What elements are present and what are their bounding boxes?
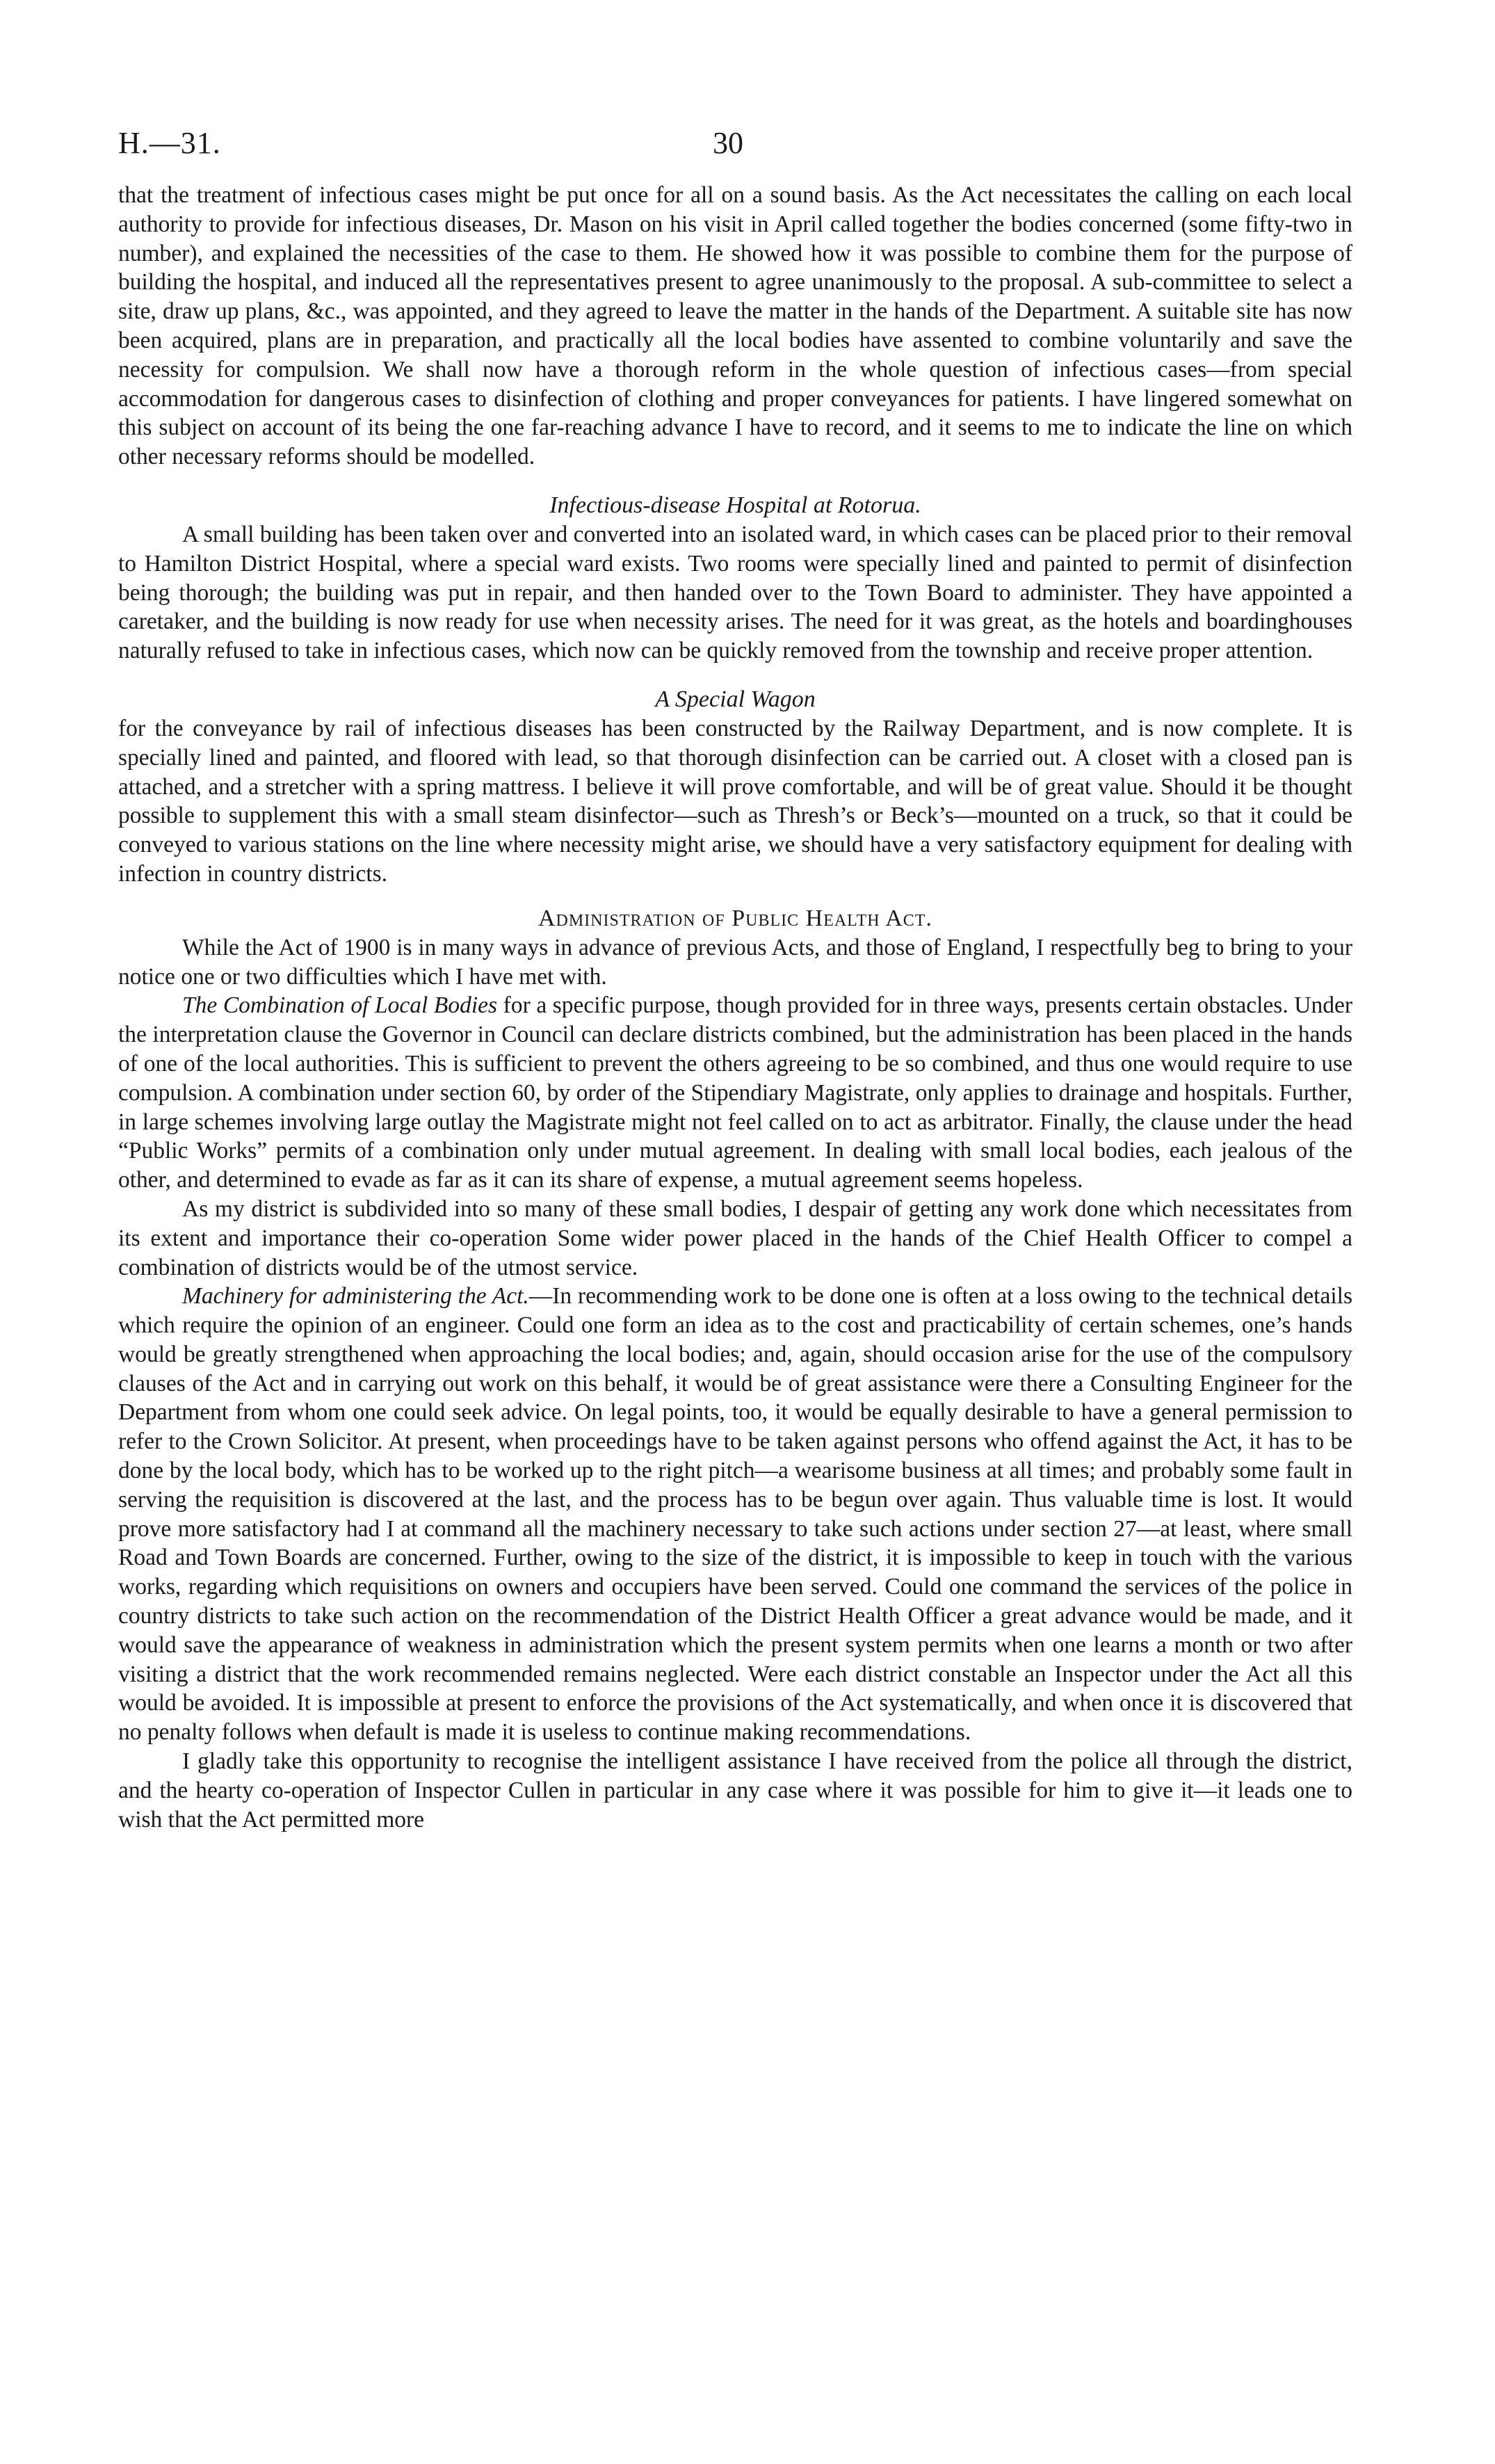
paragraph-text-machinery: —In recommending work to be done one is often at a loss owing to the technical details which require the opinion of an engineer. Could one form an idea as to the cost and practicability of certain schemes, one’s hands would be greatly strengthened when approaching the local bodies; and, again, should occasion arise for the use of the compulsory clauses of the Act and in carrying out work on this behalf, it would be of great assistance were there a Consulting Engineer for the Department from whom one could seek advice. On legal points, too, it would be equally desirable to have a general permission to refer to the Crown Solicitor. At present, when proceedings have to be taken against persons who offend against the Act, it has to be done by the local body, which has to be worked up to the right pitch—a wearisome business at all times; and probably some fault in serving the requisition is discovered at the last, and the process has to be begun over again. Thus valuable time is lost. It would prove more satisfactory had I at command all the machinery necessary to take such actions under section 27—at least, where small Road and Town Boards are concerned. Further, owing to the size of the district, it is impossible to keep in touch with the various works, regarding which requisitions on owners and occupiers have been served. Could one command the services of the police in country districts to take such action on the recommendation of the District Health Officer a great advance would be made, and it would save the appearance of weakness in administration which the present system permits when one learns a month or two after visiting a district that the work recommended remains neglected. Were each district constable an Inspector under the Act all this would be avoided. It is impossible at present to enforce the provisions of the Act systematically, and when once it is discovered that no penalty follows when default is made it is useless to continue making recommendations.	[118, 1283, 1352, 1746]
body-text	[118, 181, 1352, 1834]
paragraph-act-1900: While the Act of 1900 is in many ways in advance of previous Acts, and those of England, I respectfully beg to bring to your notice one or two difficulties which I have met with.	[118, 934, 1352, 990]
paragraph-combination-local-bodies	[118, 991, 1352, 1195]
section-heading-special-wagon: A Special Wagon	[655, 686, 816, 712]
paragraph-text-combination: for a specific purpose, though provided for in three ways, presents certain obstacles. Under the interpretation clause the Governor in Council can declare districts combined, but the administration has been placed in the hands of one of the local authorities. This is sufficient to prevent the others agreeing to be so combined, and thus one would require to use compulsion. A combination under section 60, by order of the Stipendiary Magistrate, only applies to drainage and hospitals. Further, in large schemes involving large outlay the Magistrate might not feel called on to act as arbitrator. Finally, the clause under the head “Public Works” permits of a combination only under mutual agreement. In dealing with small local bodies, each jealous of the other, and determined to evade as far as it can its share of expense, a mutual agreement seems hopeless.	[118, 992, 1353, 1193]
paragraph-rotorua-hospital: A small building has been taken over and converted into an isolated ward, in which cases can be placed prior to their removal to Hamilton District Hospital, where a special ward exists. Two rooms were specially lined and painted to permit of disinfection being thorough; the building was put in repair, and then handed over to the Town Board to administer. They have appointed a caretaker, and the building is now ready for use when necessity arises. The need for it was great, as the hotels and boardinghouses naturally refused to take in infectious cases, which now can be quickly removed from the township and receive proper attention.	[118, 521, 1352, 664]
paragraph-lead-combination: The Combination of Local Bodies	[182, 992, 498, 1019]
paragraph-subdivided-district: As my district is subdivided into so many of these small bodies, I despair of getting any work done which necessitates from its extent and importance their co-operation Some wider power placed in the hands of the Chief Health Officer to compel a combination of districts would be of the utmost service.	[118, 1195, 1352, 1280]
paragraph-machinery	[118, 1282, 1352, 1747]
section-heading-administration: Administration of Public Health Act.	[538, 905, 932, 931]
document-page	[118, 118, 1352, 1834]
paragraph-continuation: that the treatment of infectious cases might be put once for all on a sound basis. As the Act necessitates the calling on each local authority to provide for infectious diseases, Dr. Mason on his visit in April called together the bodies concerned (some fifty-two in number), and explained the necessities of the case to them. He showed how it was possible to combine them for the purpose of building the hospital, and induced all the representatives present to agree unanimously to the proposal. A sub-committee to select a site, draw up plans, &c., was appointed, and they agreed to leave the matter in the hands of the Department. A suitable site has now been acquired, plans are in preparation, and practically all the local bodies have assented to combine voluntarily and save the necessity for compulsion. We shall now have a thorough reform in the whole question of infectious cases—from special accommodation for dangerous cases to disinfection of clothing and proper conveyances for patients. I have lingered somewhat on this subject on account of its being the one far-reaching advance I have to record, and it seems to me to indicate the line on which other necessary reforms should be modelled.	[118, 182, 1352, 470]
page-header	[118, 118, 1352, 181]
paragraph-lead-machinery: Machinery for administering the Act.	[182, 1283, 529, 1310]
paragraph-special-wagon: for the conveyance by rail of infectious diseases has been constructed by the Railway Department, and is now complete. It is specially lined and painted, and floored with lead, so that thorough disinfection can be carried out. A closet with a closed pan is attached, and a stretcher with a spring mattress. I believe it will prove comfortable, and will be of great value. Should it be thought possible to supplement this with a small steam disinfector—such as Thresh’s or Beck’s—mounted on a truck, so that it could be conveyed to various stations on the line where necessity might arise, we should have a very satisfactory equipment for dealing with infection in country districts.	[118, 715, 1352, 887]
section-heading-rotorua-hospital: Infectious-disease Hospital at Rotorua.	[549, 492, 921, 518]
document-reference: H.—31.	[118, 126, 221, 160]
page-number: 30	[713, 126, 743, 160]
paragraph-police-assistance: I gladly take this opportunity to recognise the intelligent assistance I have received from the police all through the district, and the hearty co-operation of Inspector Cullen in particular in any case where it was possible for him to give it—it leads one to wish that the Act permitted more	[118, 1748, 1352, 1833]
